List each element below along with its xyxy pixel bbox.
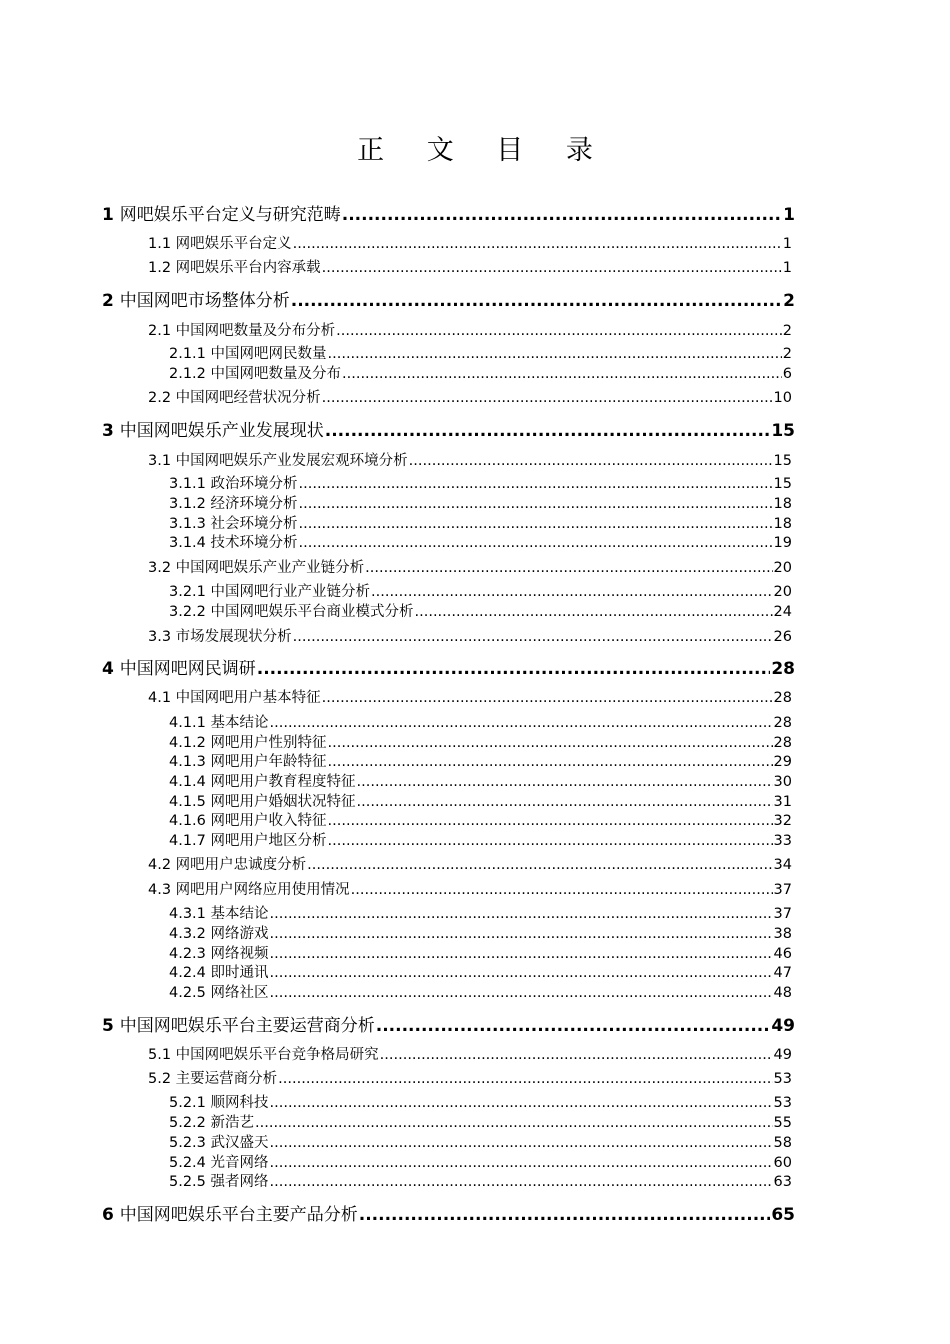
toc-dot-leader [270, 1174, 773, 1190]
toc-page-number: 18 [773, 516, 792, 532]
toc-entry-level3[interactable] [169, 600, 792, 621]
toc-entry-number: 4.3.2 [169, 926, 206, 942]
toc-page-number: 48 [773, 985, 792, 1001]
toc-entry-number: 2.1.2 [169, 366, 206, 382]
toc-dot-leader [291, 291, 782, 311]
toc-entry-level3[interactable] [169, 902, 792, 923]
toc-dot-leader [380, 1047, 773, 1063]
toc-entry-level3[interactable] [169, 580, 792, 601]
toc-entry-text: 网吧用户网络应用使用情况 [175, 882, 350, 898]
toc-entry-text: 网吧用户地区分析 [210, 833, 327, 849]
toc-page-number: 58 [773, 1135, 792, 1151]
toc-entry-text: 顺网科技 [210, 1095, 269, 1111]
toc-entry-level2[interactable] [148, 625, 792, 646]
toc-dot-leader [336, 323, 782, 339]
toc-page-number: 2 [783, 291, 795, 311]
toc-entry-number: 4.2 [148, 857, 172, 873]
toc-entry-number: 1.2 [148, 260, 172, 276]
toc-page-number: 49 [771, 1016, 795, 1036]
toc-dot-leader [322, 260, 782, 276]
toc-page-number: 38 [773, 926, 792, 942]
toc-dot-leader [328, 735, 773, 751]
toc-dot-leader [376, 1016, 771, 1036]
toc-entry-number: 4.1 [148, 690, 172, 706]
toc-entry-text: 政治环境分析 [210, 476, 298, 492]
toc-entry-label [169, 711, 269, 732]
toc-dot-leader [270, 715, 773, 731]
toc-page-number: 15 [771, 421, 795, 441]
toc-entry-label [169, 1131, 269, 1152]
toc-entry-text: 网吧用户教育程度特征 [210, 774, 356, 790]
toc-entry-level3[interactable] [169, 472, 792, 493]
toc-dot-leader [328, 346, 782, 362]
toc-dot-leader [415, 604, 773, 620]
toc-dot-leader [257, 659, 771, 679]
toc-entry-label [102, 654, 256, 679]
toc-entry-text: 中国网吧经营状况分析 [175, 390, 321, 406]
toc-entry-text: 中国网吧娱乐产业发展宏观环境分析 [175, 453, 408, 469]
toc-entry-label [148, 232, 292, 253]
toc-dot-leader [322, 690, 773, 706]
toc-dot-leader [328, 833, 773, 849]
toc-entry-number: 4.3.1 [169, 906, 206, 922]
toc-entry-label [169, 942, 269, 963]
toc-entry-label [148, 319, 335, 340]
toc-page-number: 28 [773, 715, 792, 731]
toc-entry-text: 光音网络 [210, 1155, 269, 1171]
toc-entry-label [169, 600, 414, 621]
toc-entry-label [169, 1111, 254, 1132]
toc-entry-level2[interactable] [148, 686, 792, 707]
toc-entry-text: 市场发展现状分析 [175, 629, 292, 645]
toc-entry-text: 中国网吧娱乐产业产业链分析 [175, 560, 365, 576]
toc-entry-number: 1 [102, 205, 114, 225]
toc-entry-level1[interactable] [102, 200, 795, 225]
toc-page-number: 6 [782, 366, 792, 382]
toc-entry-label [169, 512, 298, 533]
toc-entry-label [148, 1043, 379, 1064]
toc-page-number: 31 [773, 794, 792, 810]
toc-entry-text: 中国网吧娱乐平台商业模式分析 [210, 604, 414, 620]
toc-entry-text: 强者网络 [210, 1174, 269, 1190]
toc-entry-text: 网络游戏 [210, 926, 269, 942]
toc-entry-text: 网吧用户忠诚度分析 [175, 857, 307, 873]
toc-dot-leader [278, 1071, 772, 1087]
toc-entry-level3[interactable] [169, 961, 792, 982]
toc-entry-text: 网吧娱乐平台内容承载 [175, 260, 321, 276]
toc-entry-text: 网吧娱乐平台定义 [175, 236, 292, 252]
toc-page-number: 28 [773, 735, 792, 751]
toc-dot-leader [357, 774, 773, 790]
toc-entry-text: 网吧用户收入特征 [210, 813, 327, 829]
toc-entry-text: 中国网吧行业产业链分析 [210, 584, 371, 600]
toc-page-number: 19 [773, 535, 792, 551]
toc-entry-level1[interactable] [102, 1011, 795, 1036]
toc-page-number: 33 [773, 833, 792, 849]
toc-entry-level1[interactable] [102, 1200, 795, 1225]
toc-entry-text: 中国网吧网民数量 [210, 346, 327, 362]
toc-entry-level3[interactable] [169, 362, 792, 383]
toc-entry-level2[interactable] [148, 319, 792, 340]
toc-entry-level3[interactable] [169, 531, 792, 552]
toc-entry-level3[interactable] [169, 492, 792, 513]
toc-dot-leader [299, 516, 773, 532]
toc-page-number: 63 [773, 1174, 792, 1190]
toc-entry-text: 中国网吧娱乐平台主要产品分析 [119, 1205, 358, 1225]
toc-entry-level3[interactable] [169, 1111, 792, 1132]
toc-entry-level3[interactable] [169, 942, 792, 963]
toc-entry-level1[interactable] [102, 654, 795, 679]
toc-entry-text: 新浩艺 [210, 1115, 255, 1131]
toc-entry-number: 4.1.3 [169, 754, 206, 770]
toc-page-number: 15 [773, 453, 792, 469]
toc-entry-level3[interactable] [169, 809, 792, 830]
toc-entry-text: 主要运营商分析 [175, 1071, 278, 1087]
toc-dot-leader [342, 366, 782, 382]
toc-entry-label [169, 472, 298, 493]
toc-entry-level3[interactable] [169, 790, 792, 811]
toc-entry-label [148, 878, 350, 899]
toc-page-number: 32 [773, 813, 792, 829]
toc-dot-leader [322, 390, 773, 406]
toc-entry-label [169, 770, 356, 791]
toc-dot-leader [293, 236, 782, 252]
toc-entry-number: 5.2.2 [169, 1115, 206, 1131]
toc-entry-text: 武汉盛天 [210, 1135, 269, 1151]
toc-entry-label [169, 1151, 269, 1172]
toc-dot-leader [342, 205, 782, 225]
toc-entry-number: 4 [102, 659, 114, 679]
toc-page-number: 60 [773, 1155, 792, 1171]
toc-entry-label [169, 829, 327, 850]
toc-entry-text: 中国网吧用户基本特征 [175, 690, 321, 706]
toc-page-number: 28 [773, 690, 792, 706]
toc-entry-number: 4.1.5 [169, 794, 206, 810]
toc-entry-text: 网吧用户性别特征 [210, 735, 327, 751]
toc-dot-leader [270, 1135, 773, 1151]
toc-entry-level3[interactable] [169, 770, 792, 791]
toc-page-number: 47 [773, 965, 792, 981]
toc-entry-level3[interactable] [169, 1170, 792, 1191]
toc-entry-label [148, 625, 292, 646]
toc-entry-label [169, 902, 269, 923]
toc-entry-label [148, 1067, 277, 1088]
toc-page-number: 18 [773, 496, 792, 512]
toc-dot-leader [307, 857, 772, 873]
toc-entry-number: 3.1.2 [169, 496, 206, 512]
toc-entry-number: 3.1.1 [169, 476, 206, 492]
toc-entry-level3[interactable] [169, 1091, 792, 1112]
toc-entry-number: 2.2 [148, 390, 172, 406]
toc-entry-label [169, 342, 327, 363]
toc-page-number: 65 [771, 1205, 795, 1225]
toc-dot-leader [270, 946, 773, 962]
toc-page-number: 46 [773, 946, 792, 962]
toc-entry-level3[interactable] [169, 731, 792, 752]
toc-entry-text: 网吧娱乐平台定义与研究范畴 [119, 205, 341, 225]
toc-page-number: 20 [773, 560, 792, 576]
toc-dot-leader [270, 985, 773, 1001]
toc-entry-text: 网络社区 [210, 985, 269, 1001]
toc-dot-leader [409, 453, 773, 469]
toc-entry-number: 5.2 [148, 1071, 172, 1087]
toc-entry-label [148, 386, 321, 407]
toc-entry-text: 中国网吧娱乐平台竞争格局研究 [175, 1047, 379, 1063]
toc-entry-number: 4.2.5 [169, 985, 206, 1001]
toc-page-number: 37 [773, 906, 792, 922]
toc-entry-level2[interactable] [148, 1043, 792, 1064]
toc-entry-number: 3.3 [148, 629, 172, 645]
toc-dot-leader [357, 794, 773, 810]
toc-entry-number: 3.1 [148, 453, 172, 469]
toc-entry-level2[interactable] [148, 232, 792, 253]
toc-dot-leader [270, 906, 773, 922]
toc-page-number: 15 [773, 476, 792, 492]
toc-page-number: 53 [773, 1095, 792, 1111]
toc-entry-number: 5.2.4 [169, 1155, 206, 1171]
toc-entry-number: 2.1 [148, 323, 172, 339]
toc-entry-label [169, 531, 298, 552]
toc-entry-label [148, 556, 364, 577]
toc-entry-label [148, 256, 321, 277]
toc-dot-leader [325, 421, 771, 441]
toc-dot-leader [328, 813, 773, 829]
toc-page-number: 20 [773, 584, 792, 600]
toc-entry-label [169, 961, 269, 982]
toc-entry-label [169, 922, 269, 943]
toc-entry-text: 中国网吧娱乐平台主要运营商分析 [119, 1016, 375, 1036]
toc-entry-level3[interactable] [169, 342, 792, 363]
toc-entry-text: 网吧用户婚姻状况特征 [210, 794, 356, 810]
toc-entry-level2[interactable] [148, 853, 792, 874]
toc-entry-text: 中国网吧数量及分布 [210, 366, 342, 382]
toc-entry-level1[interactable] [102, 416, 795, 441]
toc-entry-number: 4.1.6 [169, 813, 206, 829]
toc-dot-leader [299, 535, 773, 551]
toc-entry-number: 3.2.1 [169, 584, 206, 600]
toc-page-number: 55 [773, 1115, 792, 1131]
toc-entry-level3[interactable] [169, 1151, 792, 1172]
toc-entry-label [169, 580, 370, 601]
toc-entry-text: 中国网吧网民调研 [119, 659, 256, 679]
toc-dot-leader [365, 560, 772, 576]
toc-dot-leader [299, 496, 773, 512]
toc-dot-leader [293, 629, 773, 645]
toc-dot-leader [270, 926, 773, 942]
toc-page-number: 1 [782, 260, 792, 276]
toc-entry-text: 社会环境分析 [210, 516, 298, 532]
toc-entry-label [102, 1011, 375, 1036]
toc-entry-label [169, 731, 327, 752]
toc-entry-text: 技术环境分析 [210, 535, 298, 551]
toc-entry-label [148, 853, 306, 874]
toc-entry-label [148, 686, 321, 707]
toc-entry-number: 3.2.2 [169, 604, 206, 620]
toc-entry-text: 基本结论 [210, 906, 269, 922]
toc-page-number: 10 [773, 390, 792, 406]
toc-entry-number: 3.1.3 [169, 516, 206, 532]
toc-entry-number: 4.3 [148, 882, 172, 898]
toc-entry-text: 经济环境分析 [210, 496, 298, 512]
toc-entry-level1[interactable] [102, 286, 795, 311]
toc-entry-text: 网吧用户年龄特征 [210, 754, 327, 770]
toc-entry-level2[interactable] [148, 386, 792, 407]
toc-entry-text: 网络视频 [210, 946, 269, 962]
toc-entry-text: 中国网吧数量及分布分析 [175, 323, 336, 339]
toc-entry-label [169, 362, 341, 383]
toc-page-number: 1 [782, 236, 792, 252]
toc-dot-leader [371, 584, 773, 600]
toc-entry-label [148, 449, 408, 470]
toc-entry-label [102, 286, 290, 311]
toc-dot-leader [299, 476, 773, 492]
toc-entry-number: 4.1.7 [169, 833, 206, 849]
toc-entry-text: 基本结论 [210, 715, 269, 731]
toc-entry-level3[interactable] [169, 829, 792, 850]
toc-entry-label [169, 790, 356, 811]
toc-page-number: 26 [773, 629, 792, 645]
toc-entry-number: 5.2.3 [169, 1135, 206, 1151]
toc-entry-level3[interactable] [169, 922, 792, 943]
toc-entry-label [169, 750, 327, 771]
toc-entry-number: 5.2.5 [169, 1174, 206, 1190]
toc-entry-number: 4.1.4 [169, 774, 206, 790]
toc-entry-number: 1.1 [148, 236, 172, 252]
toc-entry-level3[interactable] [169, 512, 792, 533]
toc-entry-level2[interactable] [148, 878, 792, 899]
toc-dot-leader [270, 1095, 773, 1111]
toc-entry-level3[interactable] [169, 711, 792, 732]
toc-entry-level3[interactable] [169, 1131, 792, 1152]
toc-dot-leader [328, 754, 773, 770]
page-title: 正 文 目 录 [357, 135, 610, 166]
toc-page-number: 28 [771, 659, 795, 679]
toc-entry-number: 3.2 [148, 560, 172, 576]
toc-dot-leader [351, 882, 773, 898]
toc-page-number: 24 [773, 604, 792, 620]
toc-page-number: 49 [773, 1047, 792, 1063]
toc-entry-number: 5.1 [148, 1047, 172, 1063]
toc-entry-number: 6 [102, 1205, 114, 1225]
toc-entry-level2[interactable] [148, 1067, 792, 1088]
toc-page-number: 1 [783, 205, 795, 225]
toc-entry-text: 中国网吧娱乐产业发展现状 [119, 421, 324, 441]
toc-page-number: 34 [773, 857, 792, 873]
toc-entry-label [102, 200, 341, 225]
toc-entry-level2[interactable] [148, 556, 792, 577]
toc-entry-number: 3.1.4 [169, 535, 206, 551]
toc-dot-leader [270, 965, 773, 981]
toc-page-number: 37 [773, 882, 792, 898]
toc-entry-level2[interactable] [148, 449, 792, 470]
toc-entry-number: 4.1.1 [169, 715, 206, 731]
toc-entry-label [169, 981, 269, 1002]
toc-entry-number: 3 [102, 421, 114, 441]
toc-entry-label [169, 492, 298, 513]
toc-entry-number: 5 [102, 1016, 114, 1036]
toc-dot-leader [270, 1155, 773, 1171]
toc-entry-label [102, 1200, 358, 1225]
toc-dot-leader [255, 1115, 773, 1131]
toc-entry-label [102, 416, 324, 441]
toc-entry-label [169, 1091, 269, 1112]
toc-page-number: 29 [773, 754, 792, 770]
toc-entry-level2[interactable] [148, 256, 792, 277]
toc-entry-number: 4.2.3 [169, 946, 206, 962]
toc-entry-number: 4.1.2 [169, 735, 206, 751]
toc-entry-number: 2.1.1 [169, 346, 206, 362]
toc-entry-number: 2 [102, 291, 114, 311]
toc-entry-number: 5.2.1 [169, 1095, 206, 1111]
toc-page-number: 53 [773, 1071, 792, 1087]
toc-page-number: 30 [773, 774, 792, 790]
toc-entry-text: 中国网吧市场整体分析 [119, 291, 290, 311]
toc-page-number: 2 [782, 346, 792, 362]
toc-entry-label [169, 1170, 269, 1191]
toc-page-number: 2 [782, 323, 792, 339]
toc-entry-number: 4.2.4 [169, 965, 206, 981]
toc-entry-level3[interactable] [169, 750, 792, 771]
toc-entry-text: 即时通讯 [210, 965, 269, 981]
toc-dot-leader [359, 1205, 771, 1225]
toc-entry-label [169, 809, 327, 830]
toc-entry-level3[interactable] [169, 981, 792, 1002]
